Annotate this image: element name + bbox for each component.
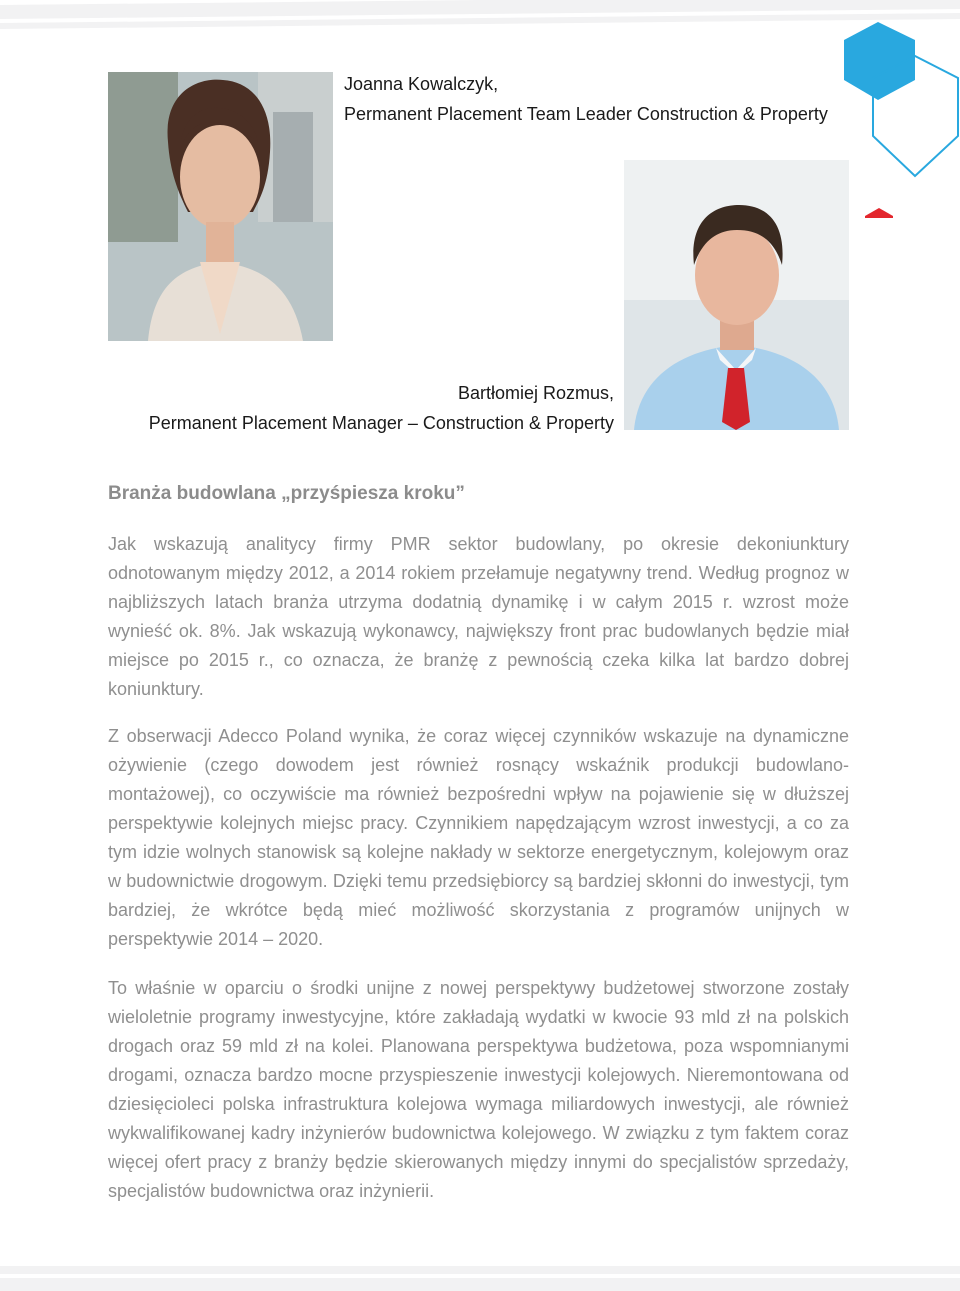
bottom-stripe xyxy=(0,1266,960,1274)
article-paragraph-1: Jak wskazują analitycy firmy PMR sektor budowlany, po okresie dekoniunktury odnotowanym między 2012, a 2014 rokiem przełamuje negatywny trend. Według prognoz w najbliższych latach branża utrzyma dodatnią dynamikę i w całym 2015 r. wzrost może wynieść ok. 8%. Jak wskazują wykonawcy, największy front prac budowlanych będzie miał miejsce po 2015 r., co oznacza, że branżę z pewnością czeka kilka lat bardzo dobrej koniunktury. xyxy=(108,534,849,699)
article-paragraph-3: To właśnie w oparciu o środki unijne z nowej perspektywy budżetowej stworzone zostały wieloletnie programy inwestycyjne, które zakładają wydatki w kwocie 93 mld zł na polskich drogach oraz 59 mld zł na kolei. Planowana perspektywa budżetowa, poza wspomnianymi drogami, oznacza bardzo mocne przyspieszenie inwestycji kolejowych. Nieremontowana od dziesięcioleci polska infrastruktura kolejowa wymaga miliardowych inwestycji, ale również wykwalifikowanej kadry inżynierów budownictwa kolejowego. W związku z tym faktem coraz więcej ofert pracy z branży będzie skierowanych między innymi do specjalistów sprzedaży, specjalistów budownictwa oraz inżynierii. xyxy=(108,978,849,1201)
bottom-stripe-2 xyxy=(0,1278,960,1291)
hexagon-decoration xyxy=(840,18,960,218)
article-heading: Branża budowlana „przyśpiesza kroku” xyxy=(108,483,465,504)
red-hexagon-icon xyxy=(865,208,893,218)
person1-name: Joanna Kowalczyk, xyxy=(344,74,499,94)
person2-name: Bartłomiej Rozmus, xyxy=(457,383,614,403)
person1-title: Permanent Placement Team Leader Construction & Property xyxy=(344,104,828,124)
person2-title: Permanent Placement Manager – Construction & Property xyxy=(148,413,614,433)
article-paragraph-2: Z obserwacji Adecco Poland wynika, że coraz więcej czynników wskazuje na dynamiczne ożywienie (czego dowodem jest również rosnący wskaźnik produkcji budowlano-montażowej), co oczywiście ma również bezpośredni wpływ na pojawienie się w dłuższej perspektywie kolejnych miejsc pracy. Czynnikiem napędzającym wzrost inwestycji, a co za tym idzie wolnych stanowisk są kolejne nakłady w sektorze energetycznym, kolejowym oraz w budownictwie drogowym. Dzięki temu przedsiębiorcy są bardziej skłonni do inwestycji, tym bardziej, że wkrótce będą mieć możliwość skorzystania z programów unijnych w perspektywie 2014 – 2020. xyxy=(108,726,849,949)
photo-joanna-kowalczyk xyxy=(108,72,333,341)
photo-bartlomiej-rozmus xyxy=(624,160,849,430)
